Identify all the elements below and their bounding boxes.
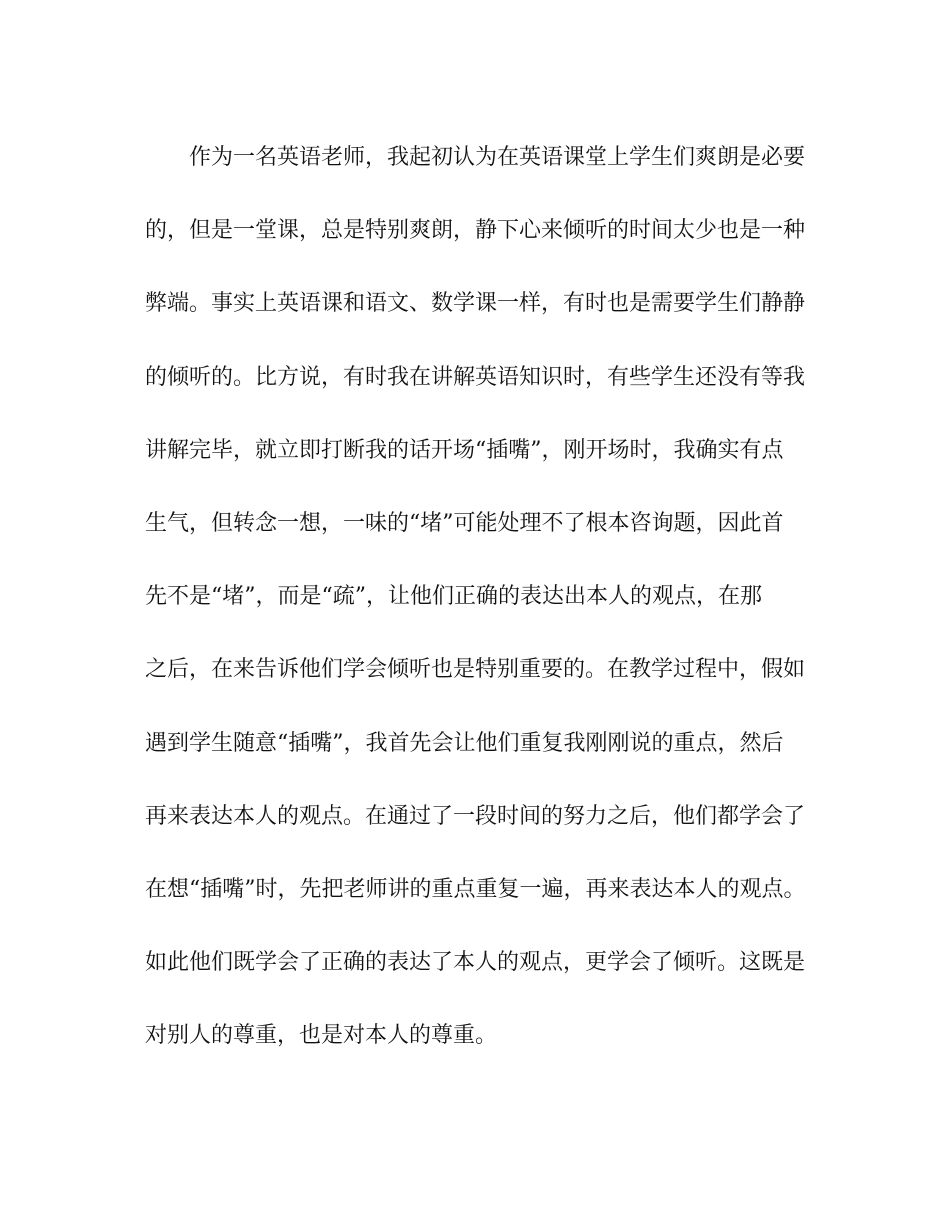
paragraph-line: 再来表达本人的观点。在通过了一段时间的努力之后，他们都学会了 [145,803,806,829]
paragraph-line: 作为一名英语老师，我起初认为在英语课堂上学生们爽朗是必要 [189,145,806,170]
paragraph-line: 的，但是一堂课，总是特别爽朗，静下心来倾听的时间太少也是一种 [145,218,806,244]
paragraph-line: 如此他们既学会了正确的表达了本人的观点，更学会了倾听。这既是 [145,950,806,976]
paragraph-line: 讲解完毕，就立即打断我的话开场“插嘴”，刚开场时，我确实有点 [145,437,784,463]
body-paragraph [145,138,825,1089]
paragraph-line: 的倾听的。比方说，有时我在讲解英语知识时，有些学生还没有等我 [145,364,806,390]
paragraph-line: 之后，在来告诉他们学会倾听也是特别重要的。在教学过程中，假如 [145,657,806,683]
paragraph-line: 生气，但转念一想，一味的“堵”可能处理不了根本咨询题，因此首 [145,510,784,536]
paragraph-line: 在想“插嘴”时，先把老师讲的重点重复一遍，再来表达本人的观点。 [145,876,806,902]
paragraph-line: 遇到学生随意“插嘴”，我首先会让他们重复我刚刚说的重点，然后 [145,730,784,756]
paragraph-line: 先不是“堵”，而是“疏”，让他们正确的表达出本人的观点，在那 [145,584,762,610]
paragraph-line: 弊端。事实上英语课和语文、数学课一样，有时也是需要学生们静静 [145,291,806,317]
paragraph-line: 对别人的尊重，也是对本人的尊重。 [145,1023,498,1049]
